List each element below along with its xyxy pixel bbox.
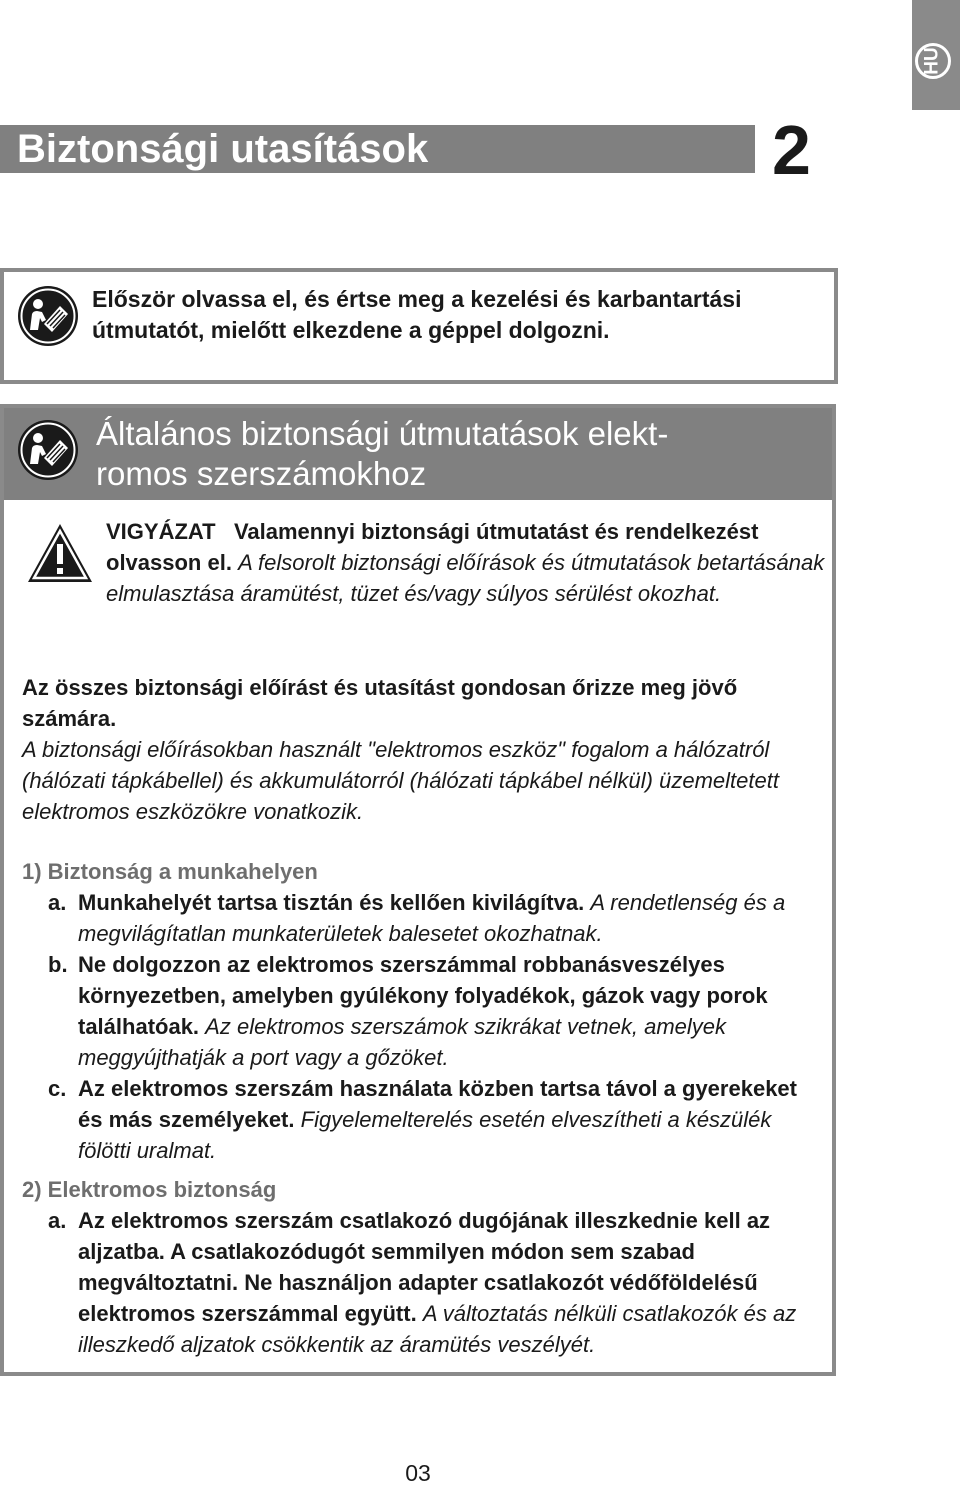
warning-bold-text: Valamennyi biztonsági útmutatást és rendelkezést olvasson el. xyxy=(106,519,759,575)
item-letter: a. xyxy=(48,1208,67,1233)
item-italic-text: Figyelemelterelés esetén elveszítheti a készülék fölötti uralmat. xyxy=(78,1107,772,1163)
warning-italic-text: A felsorolt biztonsági előírások és útmutatások betartásának elmulasztása áramütést, tüzet és/vagy súlyos sérülést okozhat. xyxy=(106,550,825,606)
item-bold-text: Munkahelyét tartsa tisztán és kellően kivilágítva. xyxy=(78,890,585,915)
keep-instructions-paragraph xyxy=(22,672,822,827)
section-header xyxy=(4,408,832,500)
keep-italic-text: A biztonsági előírásokban használt "elektromos eszköz" fogalom a hálózatról (hálózati tápkábellel) és akkumulátorról (hálózati tápkábel nélkül) üzemeltetett elektromos eszközökre vonatkozik. xyxy=(22,737,779,824)
chapter-number: 2 xyxy=(772,111,811,189)
heading-line-2: romos szerszámokhoz xyxy=(96,455,427,492)
notice-box xyxy=(0,268,838,384)
heading-line-1: Általános biztonsági útmutatások elekt- xyxy=(96,415,669,452)
warning-label: VIGYÁZAT xyxy=(106,519,216,544)
section-heading xyxy=(96,414,816,494)
item-italic-text: Az elektromos szerszámok szikrákat vetnek, amelyek meggyújthatják a port vagy a gőzöket. xyxy=(78,1014,727,1070)
warning-paragraph xyxy=(106,516,826,609)
item-letter: b. xyxy=(48,952,68,977)
item-bold-text: Az elektromos szerszám csatlakozó dugójának illeszkednie kell az aljzatba. A csatlakozódugót semmilyen módon sem szabad megváltoztatni. Ne használjon adapter csatlakozót védőföldelésű elektromos szerszámmal együtt. xyxy=(78,1208,771,1326)
language-badge xyxy=(915,43,951,79)
language-code: HU xyxy=(921,47,943,75)
page-number: 03 xyxy=(405,1460,431,1486)
item-letter: c. xyxy=(48,1076,67,1101)
item-letter: a. xyxy=(48,890,67,915)
item-italic-text: A változtatás nélküli csatlakozók és az illeszkedő aljzatok csökkentik az áramütés veszélyét. xyxy=(78,1301,797,1357)
read-manual-icon xyxy=(16,284,80,348)
page-title: Biztonsági utasítások xyxy=(17,127,429,171)
section-1-title: 1) Biztonság a munkahelyen xyxy=(22,859,318,884)
notice-text: Először olvassa el, és értse meg a kezelési és karbantartási útmutatót, mielőtt elkezdene a géppel dolgozni. xyxy=(92,286,742,343)
section-2-title: 2) Elektromos biztonság xyxy=(22,1177,277,1202)
keep-bold-text: Az összes biztonsági előírást és utasítást gondosan őrizze meg jövő számára. xyxy=(22,675,738,731)
item-italic-text: A rendetlenség és a megvilágítatlan munkaterületek balesetet okozhatnak. xyxy=(78,890,786,946)
read-manual-icon xyxy=(16,418,80,482)
item-bold-text: Ne dolgozzon az elektromos szerszámmal robbanásveszélyes környezetben, amelyben gyúlékony folyadékok, gázok vagy porok találhatóak. xyxy=(78,952,768,1039)
warning-triangle-icon xyxy=(26,522,94,584)
item-bold-text: Az elektromos szerszám használata közben tartsa távol a gyerekeket és más személyeket. xyxy=(78,1076,797,1132)
general-safety-box xyxy=(0,404,836,1376)
